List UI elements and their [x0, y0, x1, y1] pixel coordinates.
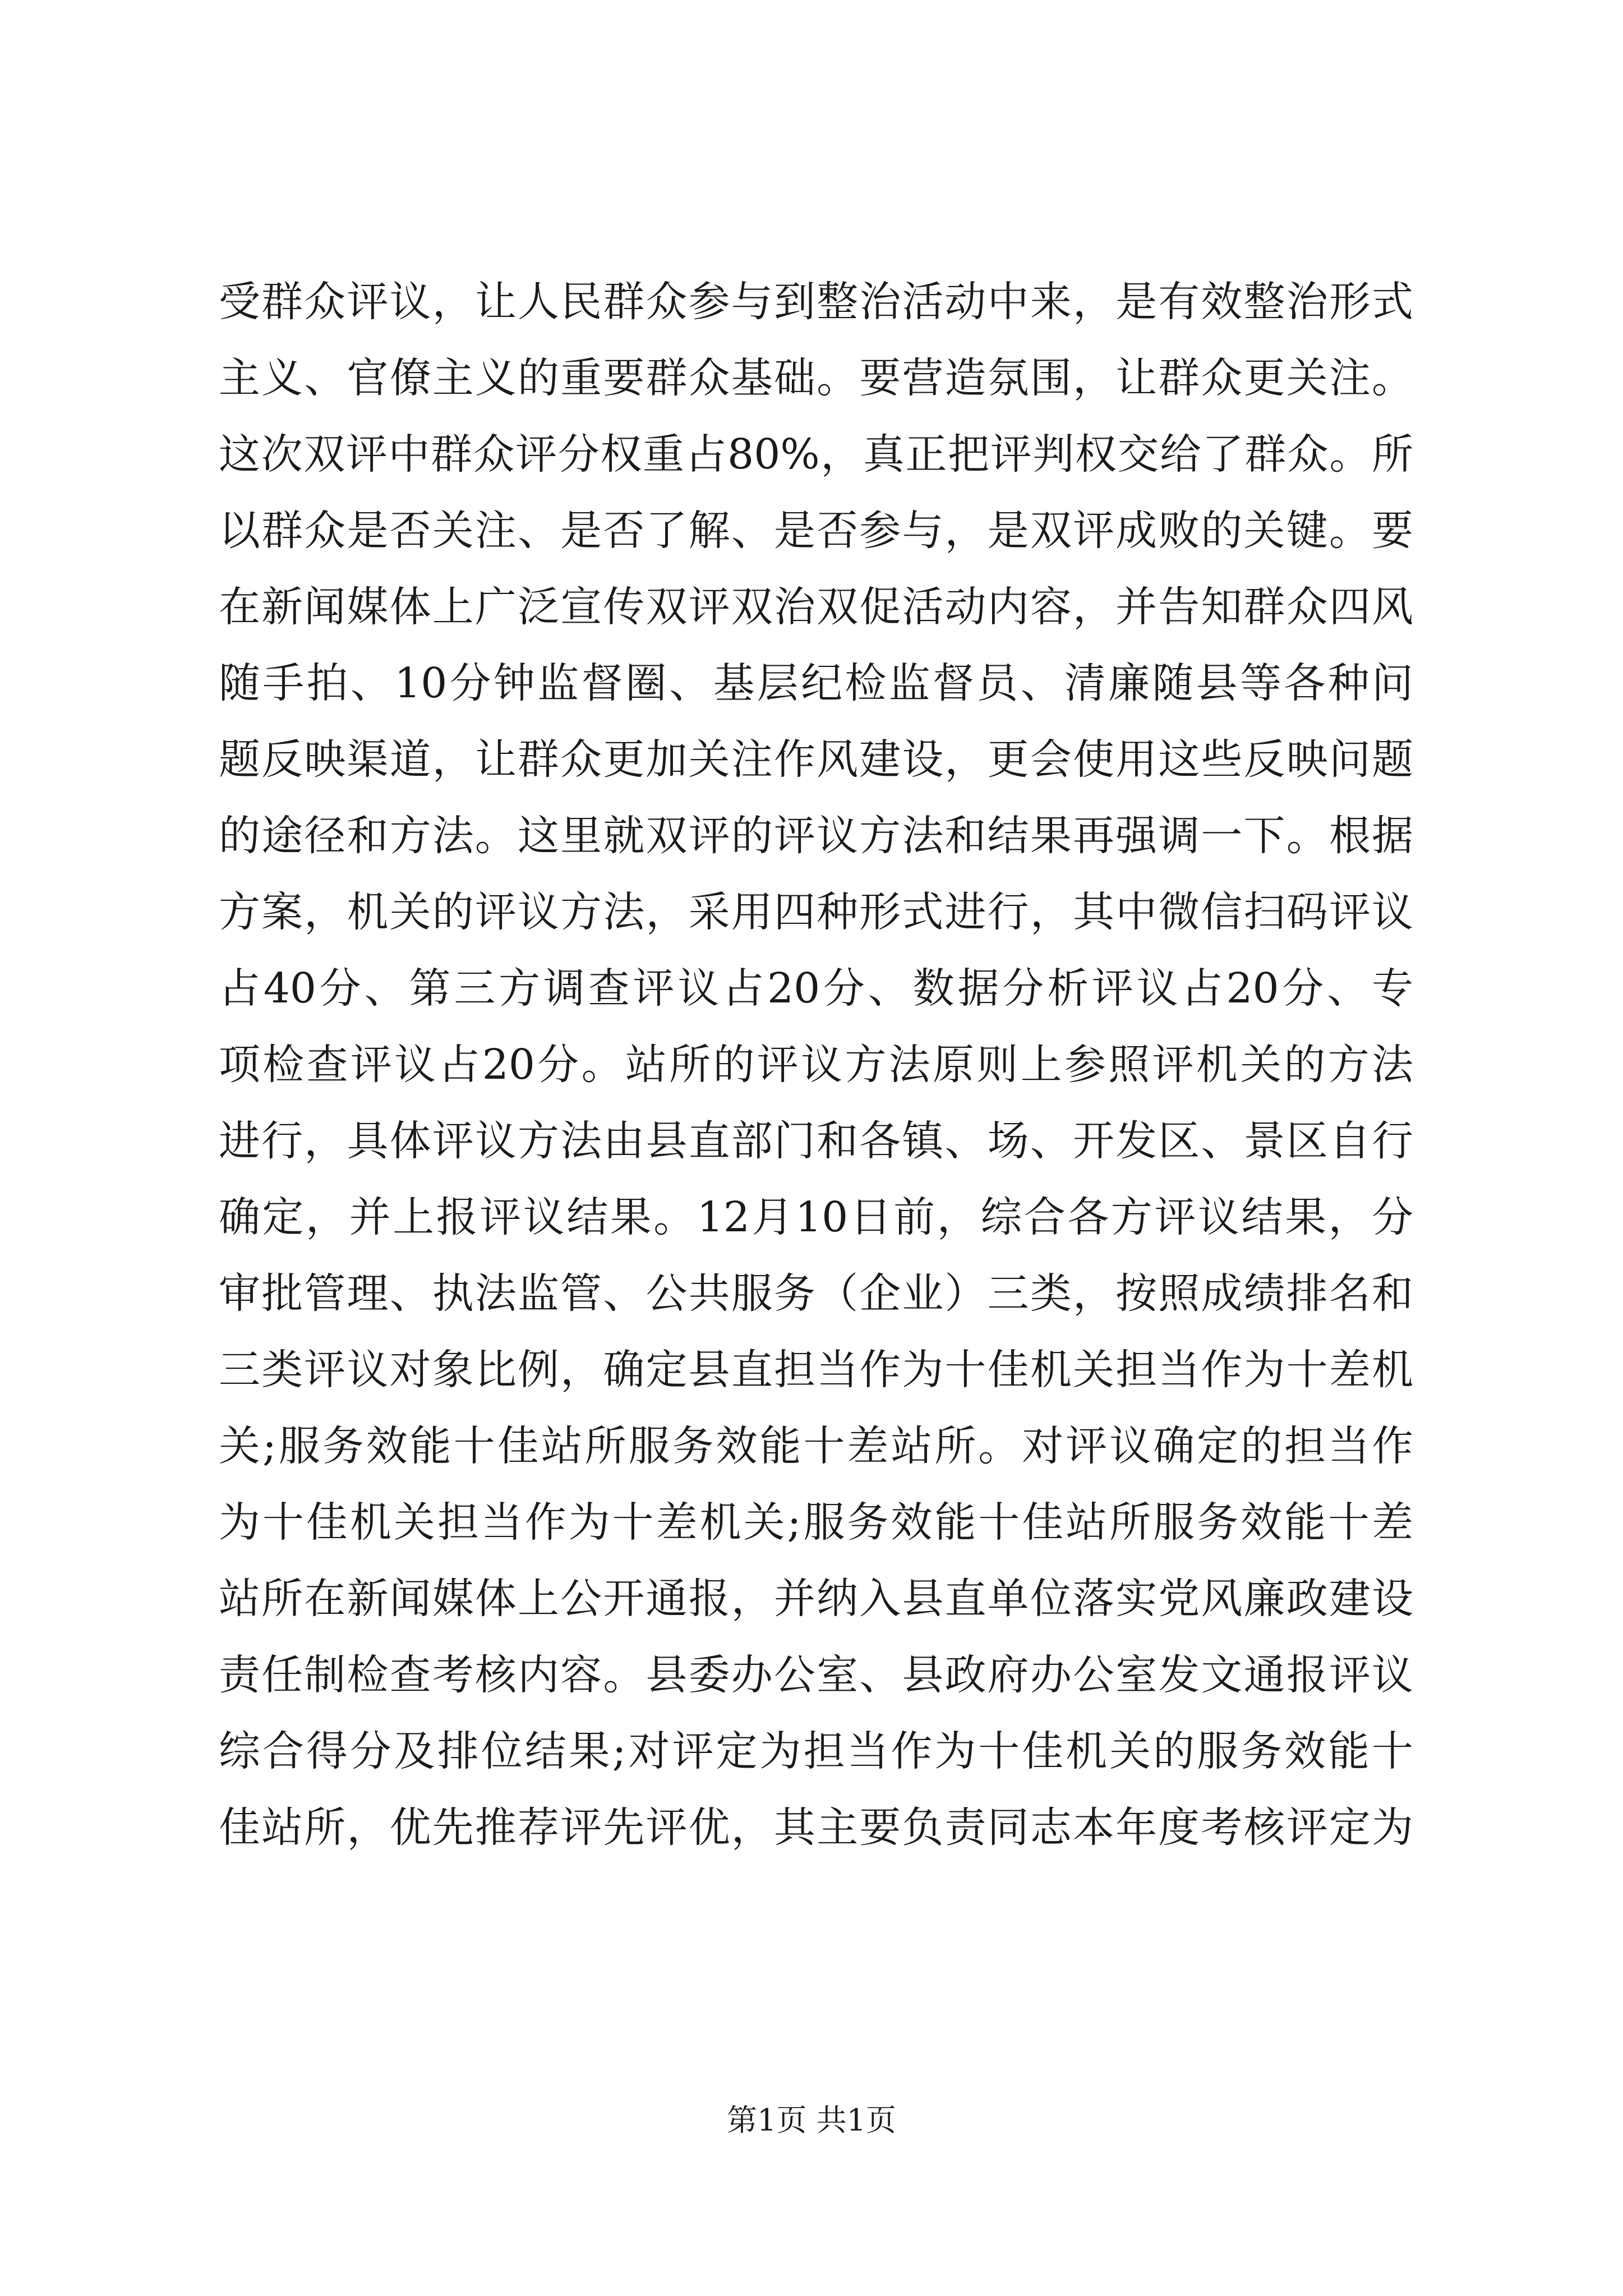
text-line: 审批管理、执法监管、公共服务（企业）三类，按照成绩排名和: [219, 1269, 1413, 1318]
text-line: 占40分、第三方调查评议占20分、数据分析评议占20分、专: [219, 964, 1413, 1013]
text-line: 在新闻媒体上广泛宣传双评双治双促活动内容，并告知群众四风: [219, 583, 1413, 631]
body-text: [219, 264, 1413, 1866]
text-line: 三类评议对象比例，确定县直担当作为十佳机关担当作为十差机: [219, 1346, 1413, 1394]
text-line: 随手拍、10分钟监督圈、基层纪检监督员、清廉随县等各种问: [219, 659, 1413, 707]
text-line: 以群众是否关注、是否了解、是否参与，是双评成败的关键。要: [219, 507, 1413, 555]
page-number: 第1页 共1页: [727, 2102, 896, 2138]
text-line: 项检查评议占20分。站所的评议方法原则上参照评机关的方法: [219, 1041, 1413, 1089]
text-line: 确定，并上报评议结果。12月10日前，综合各方评议结果，分: [219, 1193, 1413, 1241]
text-line: 佳站所，优先推荐评先评优，其主要负责同志本年度考核评定为: [219, 1803, 1413, 1852]
text-line: 为十佳机关担当作为十差机关;服务效能十佳站所服务效能十差: [219, 1498, 1413, 1547]
text-line: 综合得分及排位结果;对评定为担当作为十佳机关的服务效能十: [219, 1727, 1413, 1775]
text-line: 关;服务效能十佳站所服务效能十差站所。对评议确定的担当作: [219, 1422, 1413, 1470]
text-line: 受群众评议，让人民群众参与到整治活动中来，是有效整治形式: [219, 278, 1413, 326]
text-line: 责任制检查考核内容。县委办公室、县政府办公室发文通报评议: [219, 1651, 1413, 1699]
text-line: 这次双评中群众评分权重占80%，真正把评判权交给了群众。所: [219, 430, 1413, 478]
text-line: 进行，具体评议方法由县直部门和各镇、场、开发区、景区自行: [219, 1117, 1413, 1165]
text-line: 方案，机关的评议方法，采用四种形式进行，其中微信扫码评议: [219, 888, 1413, 936]
text-line: 主义、官僚主义的重要群众基础。要营造氛围，让群众更关注。: [219, 354, 1413, 402]
text-line: 题反映渠道，让群众更加关注作风建设，更会使用这些反映问题: [219, 735, 1413, 784]
text-line: 的途径和方法。这里就双评的评议方法和结果再强调一下。根据: [219, 812, 1413, 860]
page-footer: [0, 2098, 1623, 2143]
text-line: 站所在新闻媒体上公开通报，并纳入县直单位落实党风廉政建设: [219, 1575, 1413, 1623]
